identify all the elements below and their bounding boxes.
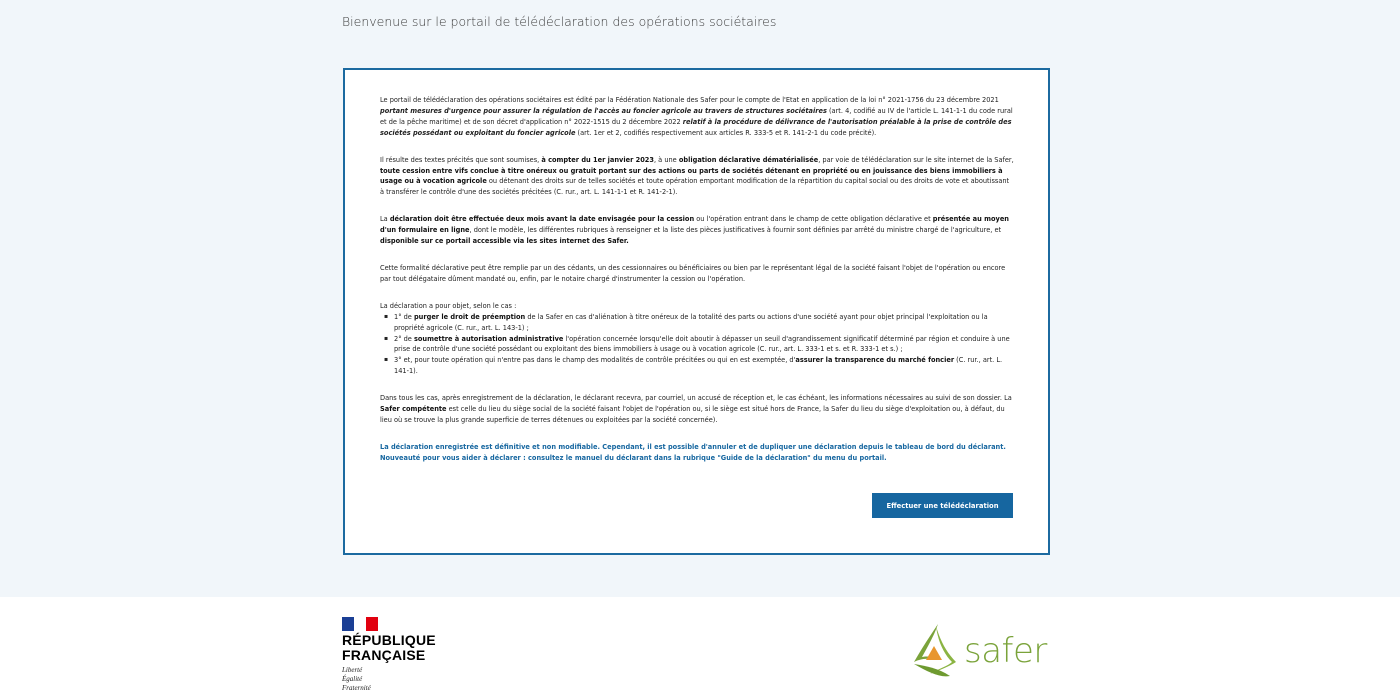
paragraph-declarants: Cette formalité déclarative peut être remplie par un des cédants, un des cessionnaires ou bénéficiaires ou bien par le représentant légal de la société faisant l'objet de l'opération ou encore par tout délégataire dûment mandaté ou, enfin, par le notaire chargé d'instrumenter la cession ou l'opération. [380, 263, 1006, 283]
paragraph-deadline: La déclaration doit être effectuée deux mois avant la date envisagée pour la cession ou l'opération entrant dans le champ de cette obligation déclarative et présentée au moyen d'un formulaire en ligne, dont le modèle, les différentes rubriques à renseigner et la liste des pièces justificatives à fournir sont définies par arrêté du ministre chargé de l'agriculture, et disponible sur ce portail accessible via les sites internet des Safer. [380, 215, 1009, 246]
paragraph-obligation: Il résulte des textes précités que sont soumises, à compter du 1er janvier 2023, à une obligation déclarative dématérialisée, par voie de télédéclaration sur le site internet de la Safer, toute cession entre vifs conclue à titre onéreux ou gratuit portant sur des actions ou parts de sociétés détenant en propriété ou en jouissance des biens immobiliers à usage ou à vocation agricole ou détenant des droits sur de telles sociétés et toute opération emportant modification de la répartition du capital social ou des droits de vote et aboutissant à transférer le contrôle d'une des sociétés précitées (C. rur., art. L. 141-1-1 et R. 141-2-1). [380, 155, 1014, 197]
paragraph-legal-basis: Le portail de télédéclaration des opérations sociétaires est édité par la Fédération Nationale des Safer pour le compte de l'Etat en application de la loi n° 2021-1756 du 23 décembre 2021 portant mesures d'urgence pour assurer la régulation de l'accès au foncier agricole au travers de structures sociétaires (art. 4, codifié au IV de l'article L. 141-1-1 du code rural et de la pêche maritime) et de son décret d'application n° 2022-1515 du 2 décembre 2022 relatif à la procédure de délivrance de l'autorisation préalable à la prise de contrôle des sociétés possédant ou exploitant du foncier agricole (art. 1er et 2, codifiés respectivement aux articles R. 333-5 et R. 141-2-1 du code précité). [380, 96, 1013, 137]
info-note: La déclaration enregistrée est définitive et non modifiable. Cependant, il est possible d'annuler et de dupliquer une déclaration depuis le tableau de bord du déclarant. Nouveauté pour vous aider à déclarer : consultez le manuel du déclarant dans la rubrique "Guide de la déclaration" du menu du portail. [380, 442, 1006, 462]
rf-motto [342, 666, 436, 693]
motto-liberte: Liberté [342, 666, 363, 674]
republique-francaise-logo [342, 617, 436, 693]
list-item: ▪ 1° de purger le droit de préemption de la Safer en cas d'aliénation à titre onéreux de la totalité des parts ou actions d'une société ayant pour objet principal l'exploitation ou la propriété agricole (C. rur., art. L. 143-1) ; [380, 312, 1014, 334]
list-item: ▪ 3° et, pour toute opération qui n'entre pas dans le champ des modalités de contrôle précitées ou qui en est exemptée, d'assurer la transparence du marché foncier (C. rur., art. L. 141-1). [380, 355, 1014, 377]
safer-wordmark: safer [964, 631, 1047, 671]
motto-fraternite: Fraternité [342, 684, 371, 692]
safer-logo [910, 622, 1047, 680]
info-card [343, 68, 1050, 555]
rf-line1: RÉPUBLIQUE [342, 632, 436, 648]
page-welcome-title: Bienvenue sur le portail de télédéclaration des opérations sociétaires [342, 14, 777, 29]
list-intro: La déclaration a pour objet, selon le cas : [380, 301, 517, 310]
info-content [380, 95, 1014, 480]
french-flag-icon [342, 617, 378, 631]
rf-line2: FRANÇAISE [342, 647, 426, 663]
footer [0, 597, 1400, 700]
safer-emblem-icon [910, 622, 962, 680]
start-declaration-button[interactable]: Effectuer une télédéclaration [872, 493, 1013, 518]
purpose-list [380, 312, 1014, 377]
paragraph-followup: Dans tous les cas, après enregistrement de la déclaration, le déclarant recevra, par courriel, un accusé de réception et, le cas échéant, les informations nécessaires au suivi de son dossier. La Safer compétente est celle du lieu du siège social de la société faisant l'objet de l'opération ou, si le siège est situé hors de France, la Safer du lieu du siège d'exploitation ou, à défaut, du lieu où se trouve la plus grande superficie de terres détenues ou exploitées par la société concernée). [380, 394, 1012, 424]
list-item: ▪ 2° de soumettre à autorisation administrative l'opération concernée lorsqu'elle doit aboutir à dépasser un seuil d'agrandissement significatif déterminé par région et conduire à une prise de contrôle d'une société possédant ou exploitant des biens immobiliers à usage ou à vocation agricole (C. rur., art. L. 333-1 et s. et R. 333-1 et s.) ; [380, 334, 1014, 356]
motto-egalite: Égalité [342, 675, 363, 683]
